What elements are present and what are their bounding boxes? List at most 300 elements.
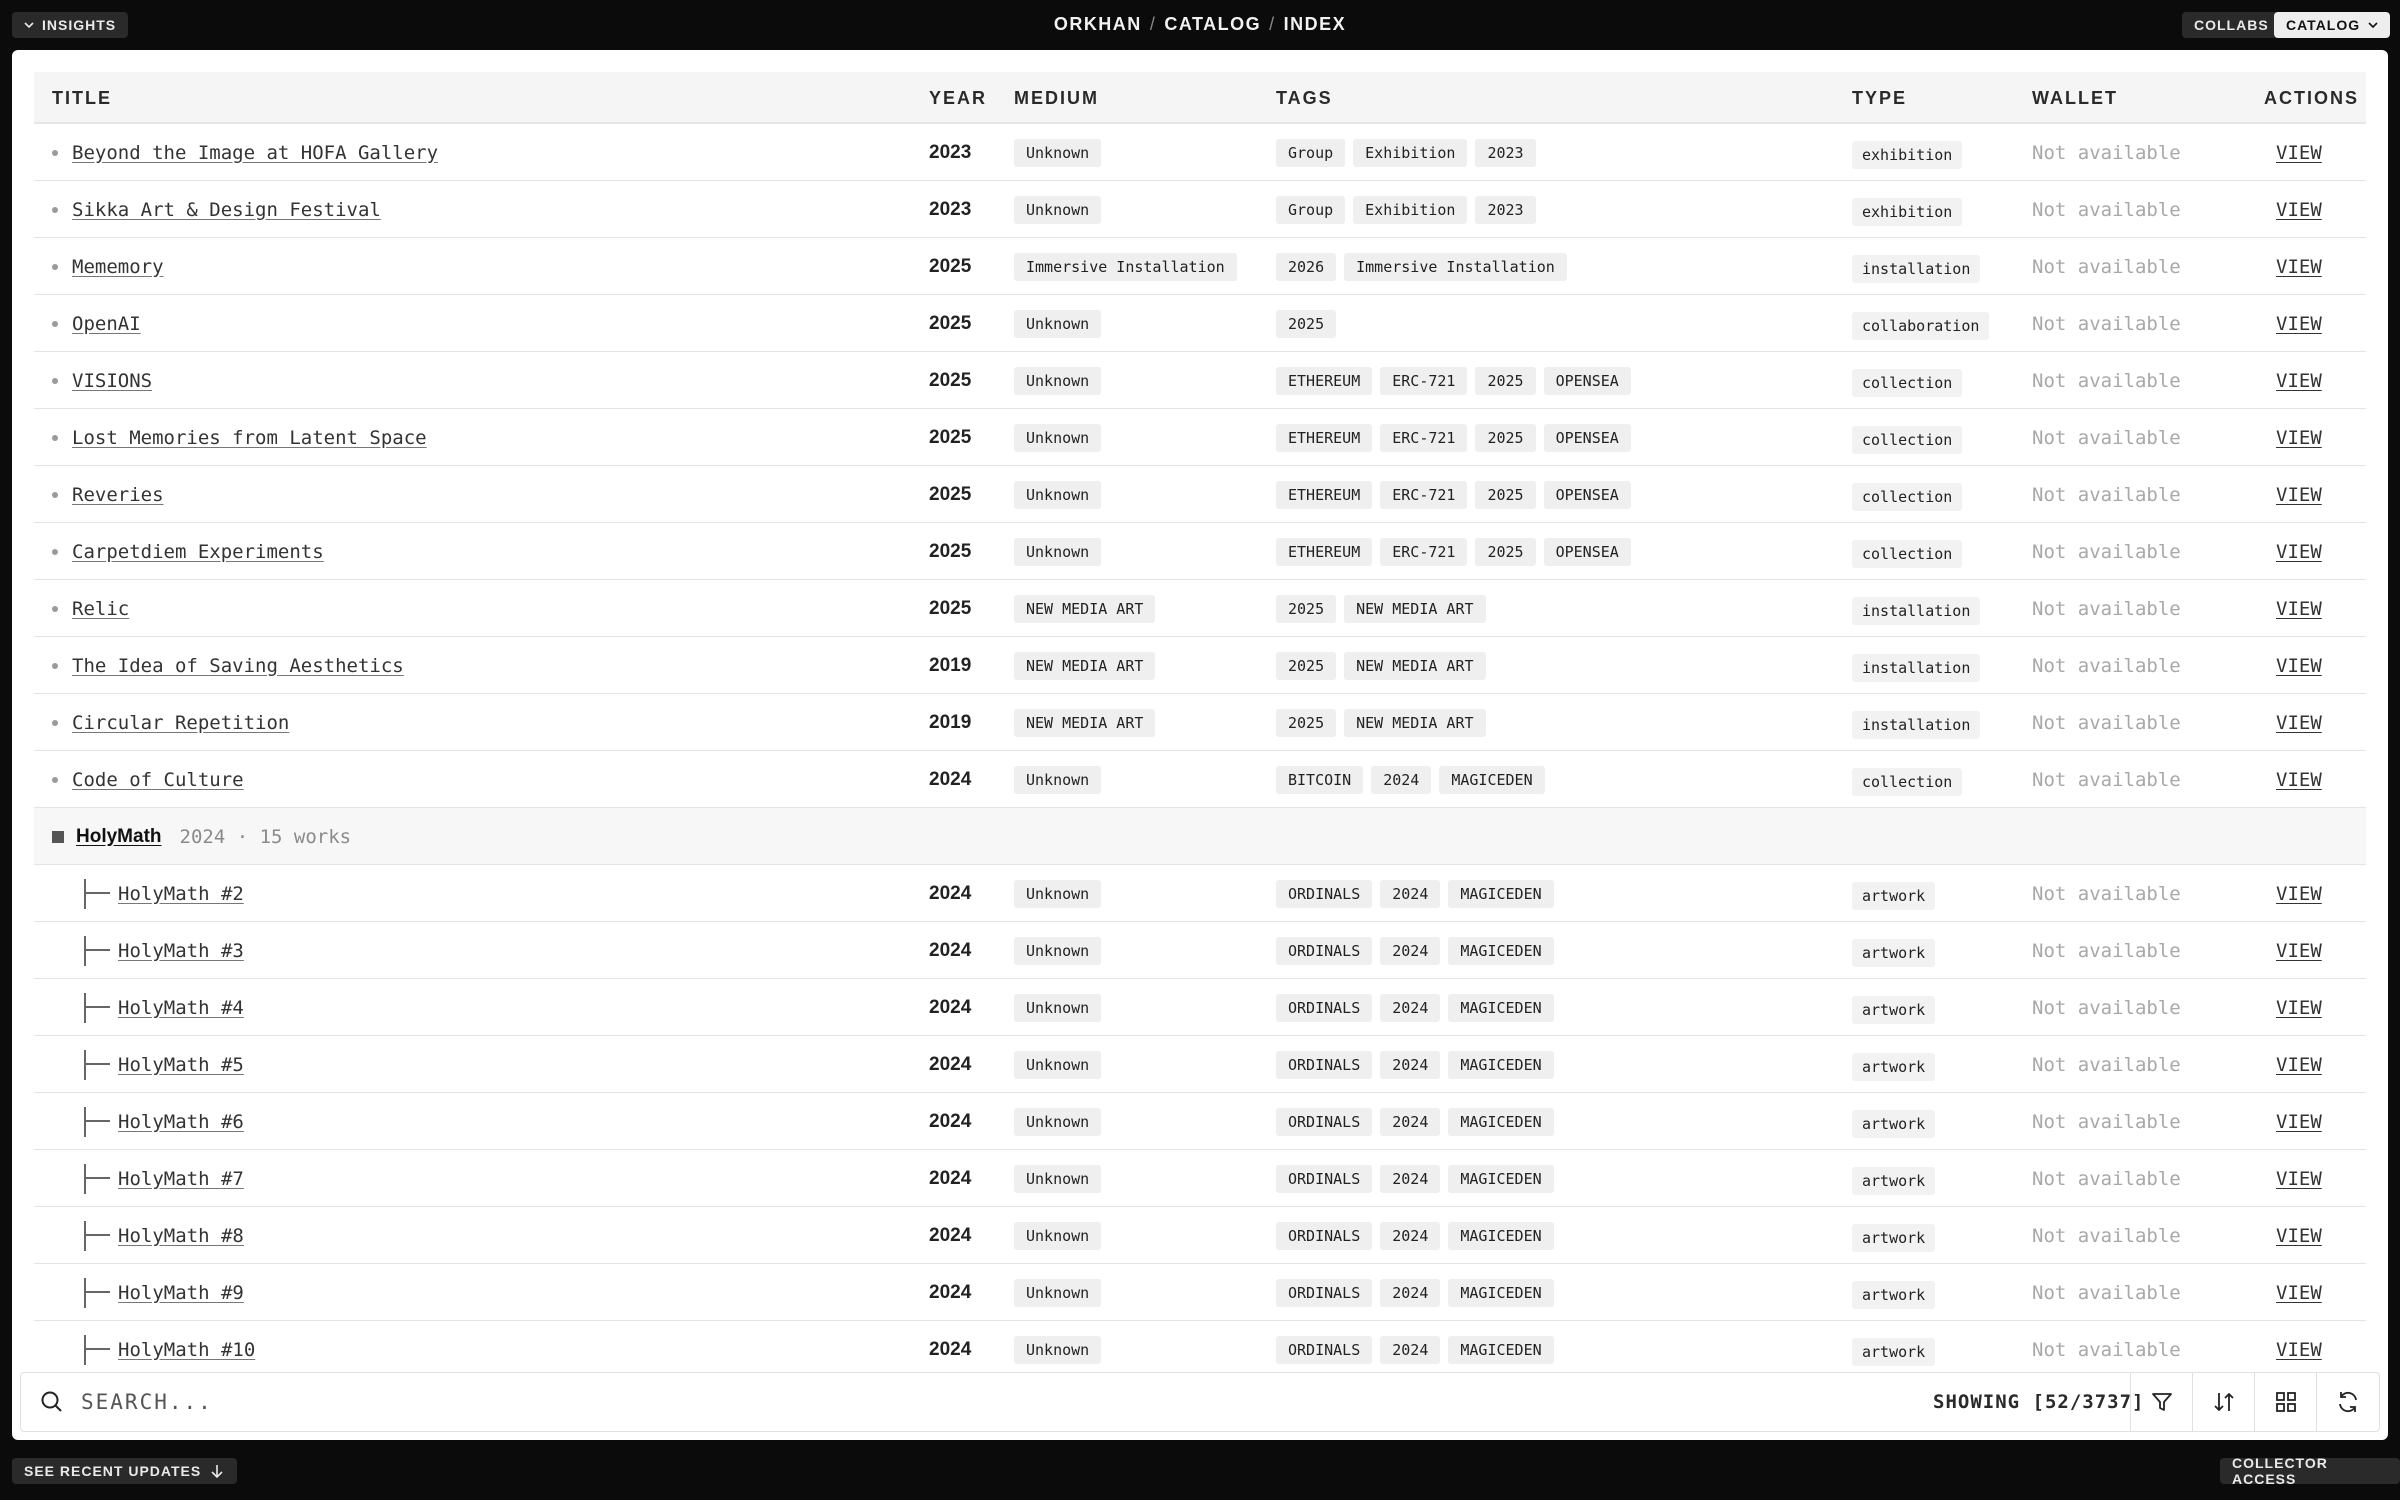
actions-cell <box>2276 466 2322 523</box>
tag-chip[interactable]: 2026 <box>1276 253 1336 281</box>
type-badge: collaboration <box>1852 312 1989 340</box>
title-link[interactable]: HolyMath #8 <box>118 1224 244 1247</box>
title-cell <box>52 1093 244 1150</box>
grid-view-button[interactable] <box>2254 1372 2316 1432</box>
view-link[interactable]: VIEW <box>2276 996 2322 1019</box>
tag-chip[interactable]: 2025 <box>1475 424 1535 452</box>
title-link[interactable]: Reveries <box>72 483 164 506</box>
actions-cell <box>2276 238 2322 295</box>
collabs-button[interactable] <box>2182 12 2281 38</box>
tag-chip[interactable]: ORDINALS <box>1276 1336 1372 1364</box>
wallet-cell: Not available <box>2032 768 2181 791</box>
title-cell <box>52 637 404 694</box>
tag-chip[interactable]: MAGICEDEN <box>1448 1222 1553 1250</box>
view-link[interactable]: VIEW <box>2276 426 2322 449</box>
tag-chip[interactable]: 2024 <box>1371 766 1431 794</box>
view-link[interactable]: VIEW <box>2276 939 2322 962</box>
view-link[interactable]: VIEW <box>2276 1110 2322 1133</box>
tag-chip[interactable]: ORDINALS <box>1276 994 1372 1022</box>
title-link[interactable]: HolyMath #5 <box>118 1053 244 1076</box>
tag-chip[interactable]: MAGICEDEN <box>1448 1165 1553 1193</box>
group-title-cell <box>52 808 351 865</box>
tag-chip[interactable]: 2024 <box>1380 1165 1440 1193</box>
view-link[interactable]: VIEW <box>2276 1281 2322 1304</box>
tag-chip[interactable]: 2024 <box>1380 937 1440 965</box>
view-link[interactable]: VIEW <box>2276 768 2322 791</box>
bullet-icon <box>52 321 58 327</box>
tag-chip[interactable]: OPENSEA <box>1544 481 1631 509</box>
tags-cell <box>1276 922 1554 979</box>
breadcrumb-item-orkhan[interactable]: ORKHAN <box>1053 14 1142 34</box>
year-cell: 2025 <box>929 369 972 391</box>
filter-button[interactable] <box>2130 1372 2192 1432</box>
tree-line <box>84 1348 110 1350</box>
medium-badge: Unknown <box>1014 367 1101 395</box>
tag-chip[interactable]: ERC-721 <box>1380 367 1467 395</box>
title-cell <box>52 352 152 409</box>
tree-connector <box>82 1036 108 1093</box>
refresh-button[interactable] <box>2316 1372 2378 1432</box>
view-link[interactable]: VIEW <box>2276 597 2322 620</box>
tree-line <box>84 1234 110 1236</box>
tag-chip[interactable]: MAGICEDEN <box>1448 937 1553 965</box>
title-cell <box>52 751 244 808</box>
tree-line <box>84 1006 110 1008</box>
type-badge: collection <box>1852 483 1962 511</box>
medium-cell <box>1014 751 1101 808</box>
wallet-cell: Not available <box>2032 1281 2181 1304</box>
column-header-title[interactable]: TITLE <box>52 88 112 108</box>
title-link[interactable]: Circular Repetition <box>72 711 290 734</box>
tag-chip[interactable]: NEW MEDIA ART <box>1344 652 1485 680</box>
view-link[interactable]: VIEW <box>2276 882 2322 905</box>
tag-chip[interactable]: NEW MEDIA ART <box>1344 709 1485 737</box>
tag-chip[interactable]: Exhibition <box>1353 139 1467 167</box>
search-bar <box>20 1372 2380 1432</box>
year-cell: 2024 <box>929 1338 972 1360</box>
tag-chip[interactable]: OPENSEA <box>1544 424 1631 452</box>
collabs-label: COLLABS <box>2194 17 2269 33</box>
table-row <box>34 637 2366 694</box>
actions-cell <box>2276 1207 2322 1264</box>
title-link[interactable]: HolyMath #2 <box>118 882 244 905</box>
type-badge: artwork <box>1852 1110 1935 1138</box>
tags-cell <box>1276 523 1631 580</box>
medium-cell <box>1014 865 1101 922</box>
column-header-medium[interactable]: MEDIUM <box>1014 88 1099 108</box>
tree-line <box>84 1164 86 1194</box>
tag-chip[interactable]: ORDINALS <box>1276 937 1372 965</box>
tag-chip[interactable]: MAGICEDEN <box>1448 1051 1553 1079</box>
breadcrumb-item-catalog[interactable]: CATALOG <box>1164 14 1262 34</box>
title-link[interactable]: HolyMath #9 <box>118 1281 244 1304</box>
title-link[interactable]: HolyMath #10 <box>118 1338 256 1361</box>
title-link[interactable]: The Idea of Saving Aesthetics <box>72 654 404 677</box>
tag-chip[interactable]: ORDINALS <box>1276 1051 1372 1079</box>
year-cell: 2024 <box>929 939 972 961</box>
bullet-icon <box>52 777 58 783</box>
title-link[interactable]: HolyMath #3 <box>118 939 244 962</box>
tag-chip[interactable]: 2023 <box>1475 196 1535 224</box>
medium-badge: NEW MEDIA ART <box>1014 595 1155 623</box>
tag-chip[interactable]: 2025 <box>1276 652 1336 680</box>
year-cell: 2025 <box>929 255 972 277</box>
title-link[interactable]: HolyMath #4 <box>118 996 244 1019</box>
type-cell <box>1852 1150 1935 1207</box>
column-header-actions: ACTIONS <box>2264 88 2359 108</box>
collector-access-button[interactable] <box>2220 1455 2400 1487</box>
wallet-cell: Not available <box>2032 483 2181 506</box>
type-badge: installation <box>1852 597 1980 625</box>
table-body <box>34 124 2366 1378</box>
column-header-year[interactable]: YEAR <box>929 88 988 108</box>
type-cell <box>1852 352 1962 409</box>
title-cell <box>52 922 244 979</box>
tags-cell <box>1276 1093 1554 1150</box>
actions-cell <box>2276 1264 2322 1321</box>
tree-line <box>84 1335 86 1365</box>
wallet-cell: Not available <box>2032 711 2181 734</box>
type-badge: artwork <box>1852 939 1935 967</box>
year-cell: 2024 <box>929 996 972 1018</box>
type-cell <box>1852 637 1980 694</box>
tag-chip[interactable]: 2025 <box>1475 481 1535 509</box>
child-table-row <box>34 865 2366 922</box>
column-header-wallet[interactable]: WALLET <box>2032 88 2118 108</box>
medium-cell <box>1014 466 1101 523</box>
year-cell: 2025 <box>929 312 972 334</box>
title-link[interactable]: Carpetdiem Experiments <box>72 540 324 563</box>
tree-connector <box>82 1207 108 1264</box>
grid-icon <box>2273 1389 2299 1415</box>
tag-chip[interactable]: 2024 <box>1380 1108 1440 1136</box>
bullet-icon <box>52 606 58 612</box>
medium-cell <box>1014 922 1101 979</box>
view-link[interactable]: VIEW <box>2276 1224 2322 1247</box>
title-cell <box>52 409 427 466</box>
title-cell <box>52 181 381 238</box>
tags-cell <box>1276 466 1631 523</box>
type-badge: artwork <box>1852 996 1935 1024</box>
table-row <box>34 295 2366 352</box>
table-row <box>34 352 2366 409</box>
view-link[interactable]: VIEW <box>2276 141 2322 164</box>
child-table-row <box>34 1264 2366 1321</box>
tree-connector <box>82 1093 108 1150</box>
wallet-cell: Not available <box>2032 426 2181 449</box>
wallet-cell: Not available <box>2032 1338 2181 1361</box>
title-link[interactable]: Lost Memories from Latent Space <box>72 426 427 449</box>
actions-cell <box>2276 523 2322 580</box>
type-badge: artwork <box>1852 1224 1935 1252</box>
title-link[interactable]: Code of Culture <box>72 768 244 791</box>
type-cell <box>1852 238 1980 295</box>
tag-chip[interactable]: ORDINALS <box>1276 1279 1372 1307</box>
tag-chip[interactable]: OPENSEA <box>1544 367 1631 395</box>
child-table-row <box>34 922 2366 979</box>
title-cell <box>52 580 129 637</box>
view-link[interactable]: VIEW <box>2276 1167 2322 1190</box>
tags-cell <box>1276 181 1536 238</box>
tag-chip[interactable]: ORDINALS <box>1276 1165 1372 1193</box>
arrow-down-icon <box>209 1463 225 1479</box>
tag-chip[interactable]: NEW MEDIA ART <box>1344 595 1485 623</box>
medium-cell <box>1014 295 1101 352</box>
tags-cell <box>1276 124 1536 181</box>
title-cell <box>52 523 324 580</box>
tree-connector <box>82 979 108 1036</box>
medium-badge: Unknown <box>1014 1222 1101 1250</box>
chevron-down-icon <box>2368 20 2378 30</box>
title-link[interactable]: Mememory <box>72 255 164 278</box>
tag-chip[interactable]: 2024 <box>1380 1336 1440 1364</box>
year-cell: 2024 <box>929 1167 972 1189</box>
title-link[interactable]: Beyond the Image at HOFA Gallery <box>72 141 439 164</box>
tag-chip[interactable]: ETHEREUM <box>1276 424 1372 452</box>
type-badge: artwork <box>1852 1053 1935 1081</box>
medium-badge: Immersive Installation <box>1014 253 1237 281</box>
tag-chip[interactable]: MAGICEDEN <box>1439 766 1544 794</box>
group-meta: 2024 · 15 works <box>179 825 352 848</box>
tag-chip[interactable]: ETHEREUM <box>1276 538 1372 566</box>
wallet-cell: Not available <box>2032 597 2181 620</box>
title-link[interactable]: OpenAI <box>72 312 141 335</box>
tag-chip[interactable]: OPENSEA <box>1544 538 1631 566</box>
actions-cell <box>2276 1150 2322 1207</box>
tree-line <box>84 1221 86 1251</box>
wallet-cell: Not available <box>2032 654 2181 677</box>
tree-line <box>84 949 110 951</box>
actions-cell <box>2276 124 2322 181</box>
tag-chip[interactable]: Group <box>1276 196 1345 224</box>
view-link[interactable]: VIEW <box>2276 1053 2322 1076</box>
actions-cell <box>2276 865 2322 922</box>
column-header-type[interactable]: TYPE <box>1852 88 1908 108</box>
tag-chip[interactable]: MAGICEDEN <box>1448 1336 1553 1364</box>
actions-cell <box>2276 751 2322 808</box>
view-link[interactable]: VIEW <box>2276 198 2322 221</box>
tag-chip[interactable]: ERC-721 <box>1380 424 1467 452</box>
medium-cell <box>1014 1207 1101 1264</box>
type-cell <box>1852 922 1935 979</box>
recent-updates-label: SEE RECENT UPDATES <box>24 1463 202 1479</box>
bottom-bar <box>0 1440 2400 1500</box>
year-cell: 2025 <box>929 597 972 619</box>
type-badge: exhibition <box>1852 198 1962 226</box>
bullet-icon <box>52 150 58 156</box>
bullet-icon <box>52 264 58 270</box>
actions-cell <box>2276 409 2322 466</box>
view-link[interactable]: VIEW <box>2276 654 2322 677</box>
tag-chip[interactable]: 2025 <box>1475 367 1535 395</box>
tag-chip[interactable]: MAGICEDEN <box>1448 1108 1553 1136</box>
child-table-row <box>34 1093 2366 1150</box>
type-badge: collection <box>1852 768 1962 796</box>
breadcrumb-separator: / <box>1269 14 1276 34</box>
see-recent-updates-button[interactable] <box>12 1458 237 1484</box>
medium-cell <box>1014 1150 1101 1207</box>
tree-line <box>84 879 86 909</box>
top-bar <box>0 0 2400 50</box>
tags-cell <box>1276 580 1486 637</box>
medium-cell <box>1014 1036 1101 1093</box>
year-cell: 2024 <box>929 1224 972 1246</box>
sort-button[interactable] <box>2192 1372 2254 1432</box>
year-cell: 2024 <box>929 1110 972 1132</box>
tags-cell <box>1276 1207 1554 1264</box>
actions-cell <box>2276 637 2322 694</box>
view-link[interactable]: VIEW <box>2276 255 2322 278</box>
tree-connector <box>82 1321 108 1378</box>
catalog-dropdown[interactable] <box>2274 12 2390 38</box>
tree-line <box>84 1177 110 1179</box>
view-link[interactable]: VIEW <box>2276 1338 2322 1361</box>
tag-chip[interactable]: Group <box>1276 139 1345 167</box>
medium-badge: Unknown <box>1014 880 1101 908</box>
bullet-icon <box>52 663 58 669</box>
group-square-icon <box>52 831 64 843</box>
year-cell: 2025 <box>929 483 972 505</box>
sort-icon <box>2211 1389 2237 1415</box>
year-cell: 2024 <box>929 768 972 790</box>
tag-chip[interactable]: ERC-721 <box>1380 481 1467 509</box>
tag-chip[interactable]: 2024 <box>1380 994 1440 1022</box>
type-cell <box>1852 979 1935 1036</box>
view-link[interactable]: VIEW <box>2276 369 2322 392</box>
tag-chip[interactable]: 2024 <box>1380 880 1440 908</box>
wallet-cell: Not available <box>2032 540 2181 563</box>
tag-chip[interactable]: 2023 <box>1475 139 1535 167</box>
tag-chip[interactable]: ETHEREUM <box>1276 481 1372 509</box>
tags-cell <box>1276 694 1486 751</box>
title-cell <box>52 979 244 1036</box>
tag-chip[interactable]: 2025 <box>1276 310 1336 338</box>
table-row <box>34 409 2366 466</box>
tag-chip[interactable]: BITCOIN <box>1276 766 1363 794</box>
type-cell <box>1852 1036 1935 1093</box>
title-cell <box>52 466 164 523</box>
tag-chip[interactable]: 2025 <box>1276 709 1336 737</box>
filter-icon <box>2149 1389 2175 1415</box>
tag-chip[interactable]: ERC-721 <box>1380 538 1467 566</box>
bullet-icon <box>52 492 58 498</box>
table-row <box>34 523 2366 580</box>
tree-connector <box>82 922 108 979</box>
tag-chip[interactable]: ORDINALS <box>1276 880 1372 908</box>
bullet-icon <box>52 549 58 555</box>
tag-chip[interactable]: ORDINALS <box>1276 1222 1372 1250</box>
search-input[interactable] <box>81 1385 1181 1419</box>
table-row <box>34 238 2366 295</box>
actions-cell <box>2276 1321 2322 1378</box>
wallet-cell: Not available <box>2032 1224 2181 1247</box>
tree-line <box>84 1120 110 1122</box>
table-row <box>34 124 2366 181</box>
tag-chip[interactable]: Exhibition <box>1353 196 1467 224</box>
catalog-label: CATALOG <box>2286 17 2361 33</box>
group-row-holymath[interactable] <box>34 808 2366 865</box>
year-cell: 2024 <box>929 882 972 904</box>
refresh-icon <box>2335 1389 2361 1415</box>
tag-chip[interactable]: Immersive Installation <box>1344 253 1567 281</box>
tree-line <box>84 1107 86 1137</box>
title-cell <box>52 865 244 922</box>
tag-chip[interactable]: 2024 <box>1380 1051 1440 1079</box>
breadcrumb-item-index[interactable]: INDEX <box>1283 14 1347 34</box>
medium-badge: Unknown <box>1014 994 1101 1022</box>
child-table-row <box>34 979 2366 1036</box>
tag-chip[interactable]: 2024 <box>1380 1279 1440 1307</box>
title-link[interactable]: VISIONS <box>72 369 153 392</box>
medium-badge: NEW MEDIA ART <box>1014 652 1155 680</box>
view-link[interactable]: VIEW <box>2276 711 2322 734</box>
medium-badge: NEW MEDIA ART <box>1014 709 1155 737</box>
tag-chip[interactable]: 2024 <box>1380 1222 1440 1250</box>
view-link[interactable]: VIEW <box>2276 483 2322 506</box>
view-link[interactable]: VIEW <box>2276 540 2322 563</box>
type-cell <box>1852 1093 1935 1150</box>
type-badge: exhibition <box>1852 141 1962 169</box>
title-cell <box>52 238 164 295</box>
tags-cell <box>1276 1150 1554 1207</box>
type-cell <box>1852 694 1980 751</box>
table-header <box>34 72 2366 124</box>
column-header-tags[interactable]: TAGS <box>1276 88 1333 108</box>
type-badge: artwork <box>1852 1167 1935 1195</box>
year-cell: 2019 <box>929 654 972 676</box>
child-table-row <box>34 1150 2366 1207</box>
title-cell <box>52 694 289 751</box>
actions-cell <box>2276 352 2322 409</box>
year-cell: 2023 <box>929 198 972 220</box>
medium-cell <box>1014 409 1101 466</box>
group-name-link[interactable]: HolyMath <box>76 825 162 847</box>
tree-line <box>84 1291 110 1293</box>
tag-chip[interactable]: 2025 <box>1475 538 1535 566</box>
tags-cell <box>1276 295 1336 352</box>
medium-cell <box>1014 181 1101 238</box>
bullet-icon <box>52 207 58 213</box>
title-link[interactable]: HolyMath #6 <box>118 1110 244 1133</box>
wallet-cell: Not available <box>2032 198 2181 221</box>
title-link[interactable]: Relic <box>72 597 130 620</box>
tag-chip[interactable]: MAGICEDEN <box>1448 880 1553 908</box>
insights-label: INSIGHTS <box>42 17 117 33</box>
type-cell <box>1852 580 1980 637</box>
tags-cell <box>1276 1036 1554 1093</box>
tag-chip[interactable]: MAGICEDEN <box>1448 994 1553 1022</box>
title-link[interactable]: Sikka Art & Design Festival <box>72 198 381 221</box>
collector-access-label: COLLECTOR ACCESS <box>2232 1455 2328 1487</box>
view-link[interactable]: VIEW <box>2276 312 2322 335</box>
tag-chip[interactable]: ETHEREUM <box>1276 367 1372 395</box>
tag-chip[interactable]: ORDINALS <box>1276 1108 1372 1136</box>
year-cell: 2025 <box>929 426 972 448</box>
tree-line <box>84 892 110 894</box>
tag-chip[interactable]: 2025 <box>1276 595 1336 623</box>
type-cell <box>1852 865 1935 922</box>
type-cell <box>1852 181 1962 238</box>
type-badge: installation <box>1852 255 1980 283</box>
wallet-cell: Not available <box>2032 369 2181 392</box>
title-cell <box>52 1264 244 1321</box>
wallet-cell: Not available <box>2032 882 2181 905</box>
wallet-cell: Not available <box>2032 312 2181 335</box>
title-link[interactable]: HolyMath #7 <box>118 1167 244 1190</box>
tags-cell <box>1276 352 1631 409</box>
type-badge: collection <box>1852 369 1962 397</box>
tag-chip[interactable]: MAGICEDEN <box>1448 1279 1553 1307</box>
